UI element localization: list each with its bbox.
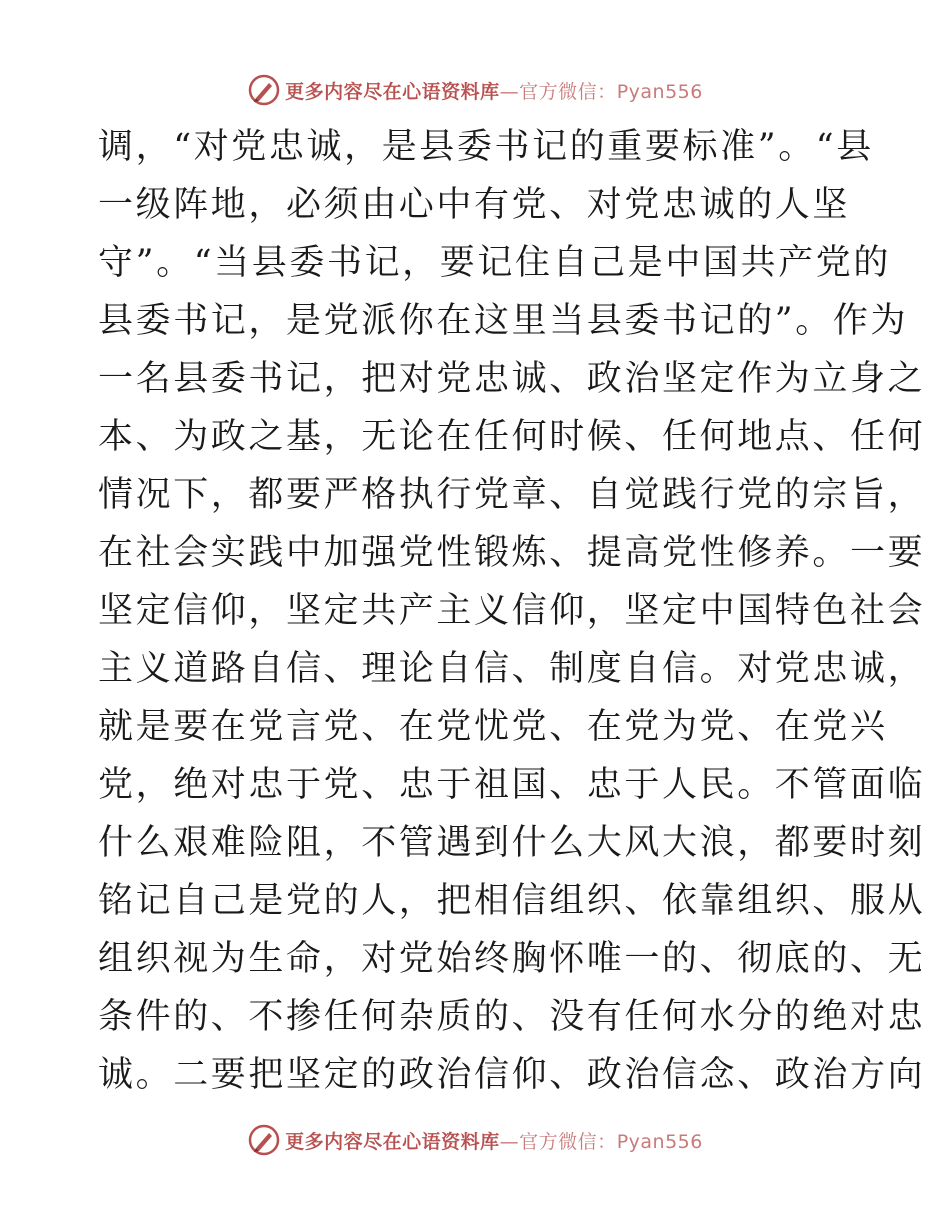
text-line: 情况下，都要严格执行党章、自觉践行党的宗旨， bbox=[98, 475, 926, 515]
text-line: 组织视为生命，对党始终胸怀唯一的、彻底的、无 bbox=[98, 939, 926, 979]
text-line: 铭记自己是党的人，把相信组织、依靠组织、服从 bbox=[98, 881, 926, 921]
header-wechat-id: Pyan556 bbox=[616, 80, 703, 103]
footer-dash: — bbox=[499, 1130, 520, 1153]
text-line: 坚定信仰，坚定共产主义信仰，坚定中国特色社会 bbox=[98, 591, 926, 631]
text-line: 党，绝对忠于党、忠于祖国、忠于人民。不管面临 bbox=[98, 765, 926, 805]
text-line: 诚。二要把坚定的政治信仰、政治信念、政治方向 bbox=[98, 1055, 926, 1095]
text-line: 一级阵地，必须由心中有党、对党忠诚的人坚 bbox=[98, 185, 851, 225]
text-line: 县委书记，是党派你在这里当县委书记的”。作为 bbox=[98, 301, 909, 341]
footer-wechat-id: Pyan556 bbox=[616, 1130, 703, 1153]
footer-text bbox=[285, 1127, 703, 1154]
footer-official: 官方微信： bbox=[519, 1130, 617, 1153]
text-line: 本、为政之基，无论在任何时候、任何地点、任何 bbox=[98, 417, 926, 457]
footer-watermark bbox=[0, 1120, 950, 1160]
pen-logo-icon bbox=[247, 73, 281, 107]
header-dash: — bbox=[499, 80, 520, 103]
text-line: 守”。“当县委书记，要记住自己是中国共产党的 bbox=[98, 243, 891, 283]
header-official: 官方微信： bbox=[519, 80, 617, 103]
text-line: 在社会实践中加强党性锻炼、提高党性修养。一要 bbox=[98, 533, 926, 573]
text-line: 就是要在党言党、在党忧党、在党为党、在党兴 bbox=[98, 707, 888, 747]
text-line: 条件的、不掺任何杂质的、没有任何水分的绝对忠 bbox=[98, 997, 926, 1037]
header-text bbox=[285, 77, 703, 104]
footer-brand: 更多内容尽在心语资料库 bbox=[285, 1130, 500, 1153]
text-line: 主义道路自信、理论自信、制度自信。对党忠诚， bbox=[98, 649, 926, 689]
pen-logo-icon bbox=[247, 1123, 281, 1157]
text-line: 什么艰难险阻，不管遇到什么大风大浪，都要时刻 bbox=[98, 823, 926, 863]
header-watermark bbox=[0, 70, 950, 110]
header-brand: 更多内容尽在心语资料库 bbox=[285, 80, 500, 103]
document-body bbox=[98, 118, 926, 1104]
text-line: 一名县委书记，把对党忠诚、政治坚定作为立身之 bbox=[98, 359, 926, 399]
text-line: 调，“对党忠诚，是县委书记的重要标准”。“县 bbox=[98, 127, 874, 167]
